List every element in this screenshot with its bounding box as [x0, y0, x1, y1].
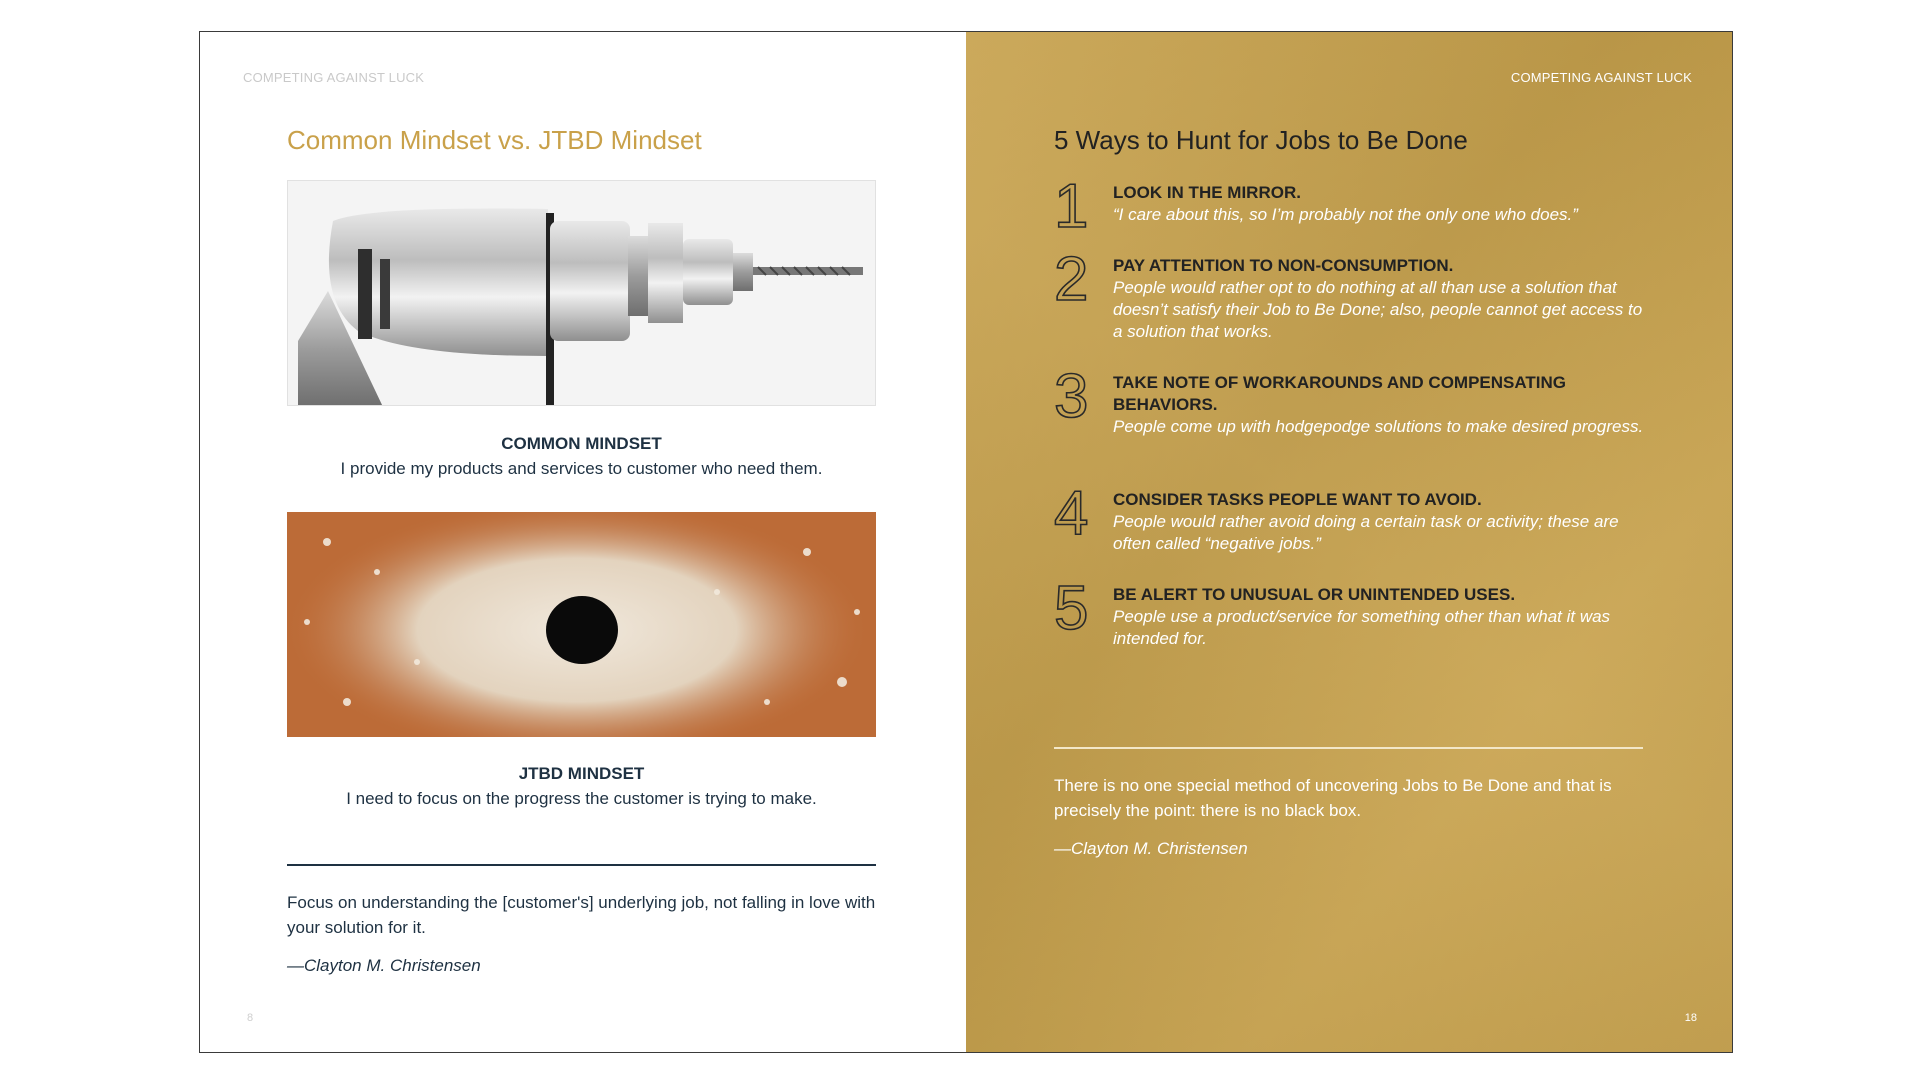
list-number: 1	[1054, 172, 1089, 241]
list-item-text: People would rather opt to do nothing at all than use a solution that doesn’t satisfy their Job to Be Done; also, people cannot get access to a solution that works.	[1113, 278, 1643, 341]
jtbd-mindset-text: I need to focus on the progress the customer is trying to make.	[346, 789, 817, 808]
list-item-title: BE ALERT TO UNUSUAL OR UNINTENDED USES.	[1113, 585, 1516, 604]
jtbd-mindset-title: JTBD MINDSET	[518, 764, 645, 783]
divider	[1054, 747, 1643, 749]
left-attribution: —Clayton M. Christensen	[287, 956, 481, 975]
right-attribution: —Clayton M. Christensen	[1054, 839, 1248, 858]
list-number: 4	[1054, 479, 1089, 548]
list-number: 5	[1054, 574, 1089, 643]
drill-icon	[288, 181, 876, 406]
right-page	[966, 32, 1732, 1052]
right-quote: There is no one special method of uncovering Jobs to Be Done and that is precisely the point: there is no black box.	[1054, 776, 1612, 820]
list-item-title: TAKE NOTE OF WORKAROUNDS AND COMPENSATING BEHAVIORS.	[1113, 373, 1567, 414]
right-page-title: 5 Ways to Hunt for Jobs to Be Done	[1054, 125, 1468, 155]
page-number-right: 18	[1684, 1012, 1697, 1024]
left-page	[200, 32, 966, 1052]
list-item-text: People come up with hodgepodge solutions to make desired progress.	[1113, 417, 1644, 436]
running-head-left: COMPETING AGAINST LUCK	[243, 70, 425, 85]
list-item-title: PAY ATTENTION TO NON-CONSUMPTION.	[1113, 256, 1454, 275]
running-head-right: COMPETING AGAINST LUCK	[1510, 70, 1692, 85]
list-item-text: People would rather avoid doing a certain task or activity; these are often called “negative jobs.”	[1113, 512, 1619, 553]
list-item-title: CONSIDER TASKS PEOPLE WANT TO AVOID.	[1113, 490, 1482, 509]
left-page-title: Common Mindset vs. JTBD Mindset	[287, 125, 702, 155]
left-quote: Focus on understanding the [customer's] underlying job, not falling in love with your solution for it.	[287, 893, 876, 937]
list-item-title: LOOK IN THE MIRROR.	[1113, 183, 1301, 202]
divider	[287, 864, 876, 866]
jtbd-mindset-caption	[287, 764, 876, 809]
drill-image	[287, 180, 876, 406]
list-number: 2	[1054, 245, 1089, 314]
list-number: 3	[1054, 362, 1089, 431]
common-mindset-title: COMMON MINDSET	[501, 434, 662, 453]
hole-in-wood-image	[287, 512, 876, 737]
book-spread	[199, 31, 1733, 1053]
page-number-left: 8	[247, 1012, 254, 1024]
common-mindset-text: I provide my products and services to customer who need them.	[340, 459, 823, 478]
list-item-text: “I care about this, so I’m probably not the only one who does.”	[1113, 205, 1578, 224]
wood-hole-icon	[287, 512, 876, 737]
common-mindset-caption	[287, 434, 876, 479]
list-item-text: People use a product/service for something other than what it was intended for.	[1113, 607, 1611, 648]
